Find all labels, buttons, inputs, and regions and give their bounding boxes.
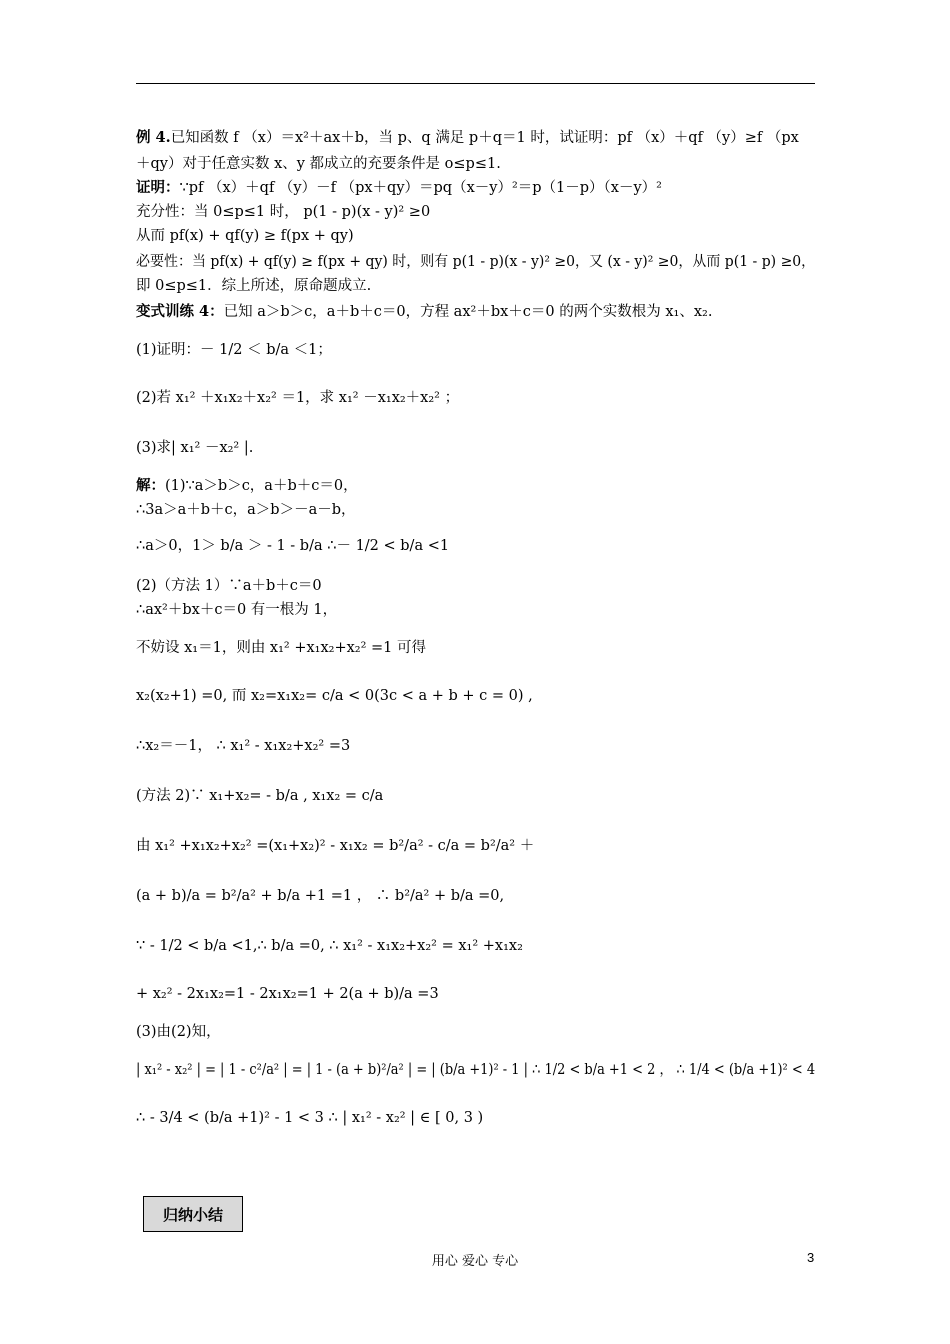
line-text: x₂(x₂+1) =0, 而 x₂=x₁x₂= c/a < 0(3c < a + b + c = 0) , [136, 688, 533, 704]
text-line [136, 1108, 483, 1128]
line-label: 解： [136, 477, 165, 494]
line-text: (方法 2)∵ x₁+x₂= - b/a , x₁x₂ = c/a [136, 788, 384, 804]
text-line [136, 252, 815, 272]
line-text: (2)（方法 1）∵a＋b＋c＝0 [136, 578, 322, 594]
text-line [136, 536, 449, 556]
line-text: 从而 pf(x) + qf(y) ≥ f(px + qy) [136, 228, 354, 244]
line-text: (2)若 x₁² ＋x₁x₂＋x₂² ＝1，求 x₁² －x₁x₂＋x₂² ； [136, 390, 460, 406]
text-line [136, 886, 504, 906]
text-line [136, 500, 356, 520]
line-text: ∴3a＞a＋b＋c，a＞b＞－a－b， [136, 502, 356, 518]
text-line [136, 576, 322, 596]
text-line [136, 226, 354, 246]
text-line [136, 388, 459, 408]
line-text: (1)证明：－ 1/2 ＜ b/a ＜1； [136, 342, 332, 358]
line-text: (3)由(2)知， [136, 1024, 221, 1040]
line-text: + x₂² - 2x₁x₂=1 - 2x₁x₂=1 + 2(a + b)/a =3 [136, 986, 439, 1002]
text-line [136, 202, 430, 222]
line-text: ∴a＞0，1＞ b/a ＞ - 1 - b/a ∴－ 1/2 < b/a <1 [136, 538, 450, 554]
text-line [136, 1060, 815, 1080]
text-line [136, 276, 371, 296]
text-line [136, 836, 534, 856]
text-line [136, 1022, 221, 1042]
line-text: ＋qy）对于任意实数 x、y 都成立的充要条件是 o≤p≤1. [136, 156, 501, 172]
line-label: 例 4. [136, 129, 171, 146]
line-text: 不妨设 x₁＝1，则由 x₁² +x₁x₂+x₂² =1 可得 [136, 640, 427, 656]
text-line [136, 984, 439, 1004]
line-text: (3)求| x₁² －x₂² |. [136, 440, 254, 456]
line-text: ∵pf （x）＋qf （y）－f （px＋qy）＝pq（x－y）²＝p（1－p）（x－y）² [179, 180, 662, 196]
page-number: 3 [807, 1250, 815, 1265]
line-text: 已知函数 f （x）＝x²＋ax＋b，当 p、q 满足 p＋q＝1 时，试证明：pf （x）＋qf （y）≥f （px [170, 130, 799, 146]
text-line [136, 128, 799, 148]
page-footer: 用心 爱心 专心 [431, 1254, 519, 1269]
header-rule [136, 83, 815, 84]
line-text: (a + b)/a = b²/a² + b/a +1 =1 ， ∴ b²/a² + b/a =0, [136, 888, 505, 904]
text-line [136, 786, 383, 806]
line-text: 即 0≤p≤1．综上所述，原命题成立. [136, 278, 372, 294]
line-label: 变式训练 4： [136, 303, 224, 320]
line-text: 由 x₁² +x₁x₂+x₂² =(x₁+x₂)² - x₁x₂ = b²/a² - c/a = b²/a² ＋ [136, 838, 535, 854]
line-text: 必要性：当 pf(x) + qf(y) ≥ f(px + qy) 时，则有 p(1 - p)(x - y)² ≥0，又 (x - y)² ≥0，从而 p(1 - p) ≥0， [136, 254, 816, 270]
text-line [136, 600, 337, 620]
line-text: 已知 a＞b＞c，a＋b＋c＝0，方程 ax²＋bx＋c＝0 的两个实数根为 x₁、x₂. [223, 304, 713, 320]
text-line [136, 686, 533, 706]
line-text: ∴x₂＝－1， ∴ x₁² - x₁x₂+x₂² =3 [136, 738, 351, 754]
text-line [136, 476, 358, 496]
text-line [136, 340, 332, 360]
text-line [136, 154, 501, 174]
text-line [136, 178, 662, 198]
line-text: ∵ - 1/2 < b/a <1,∴ b/a =0, ∴ x₁² - x₁x₂+x₂² = x₁² +x₁x₂ [136, 938, 523, 954]
line-text: ∴ax²＋bx＋c＝0 有一根为 1， [136, 602, 338, 618]
line-text: ∴ - 3/4 < (b/a +1)² - 1 < 3 ∴ | x₁² - x₂² | ∈ [ 0, 3 ) [136, 1110, 484, 1126]
text-line [136, 302, 712, 322]
text-line [136, 438, 253, 458]
line-label: 证明： [136, 179, 180, 196]
text-line [136, 936, 523, 956]
text-line [136, 736, 350, 756]
line-text: | x₁² - x₂² | = | 1 - c²/a² | = | 1 - (a + b)²/a² | = | (b/a +1)² - 1 | ∴ 1/2 < b/a +1 < 2 ， ∴ 1/4 < (b/a +1)² < 4 [136, 1062, 816, 1078]
line-text: (1)∵a＞b＞c，a＋b＋c＝0， [165, 478, 358, 494]
line-text: 充分性：当 0≤p≤1 时， p(1 - p)(x - y)² ≥0 [136, 204, 431, 220]
text-line [136, 638, 426, 658]
summary-box: 归纳小结 [143, 1196, 243, 1232]
